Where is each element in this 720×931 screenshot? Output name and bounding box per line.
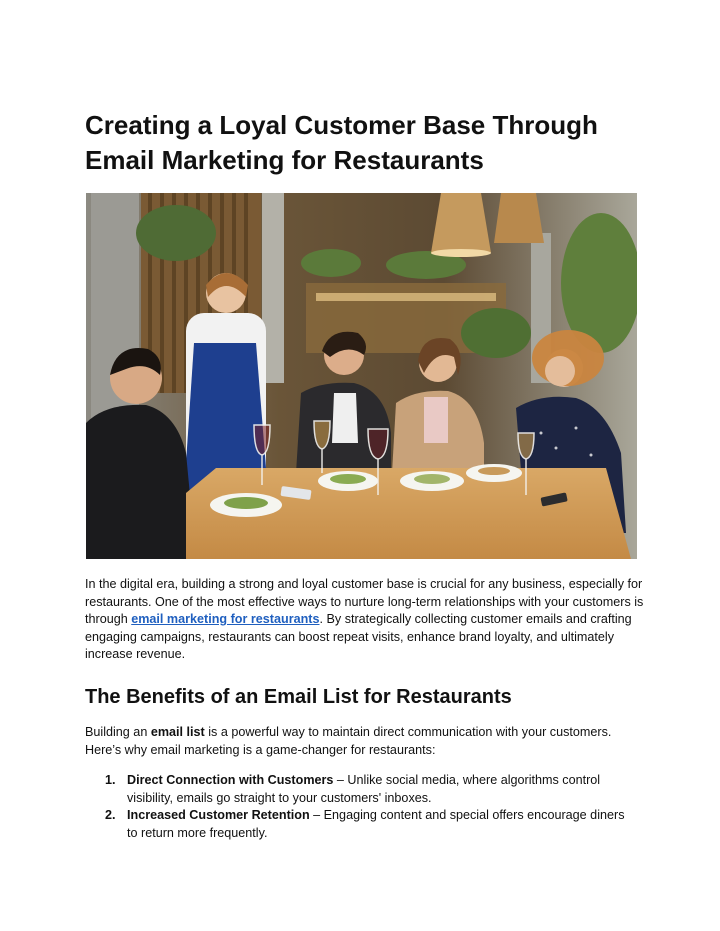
- intro-text-after-link: . By strategically collecting customer emails and crafting engaging campaigns, restaurants can boost repeat visits, enhance brand loyalty, and ultimately increase revenue.: [85, 612, 632, 661]
- benefits-list: [85, 772, 625, 842]
- list-item-number: 2.: [105, 808, 116, 822]
- section-intro-after-bold: is a powerful way to maintain direct communication with your customers. Here’s why email marketing is a game-changer for restaurants:: [85, 725, 612, 757]
- section-intro-paragraph: [85, 724, 645, 759]
- intro-paragraph: [85, 576, 645, 664]
- list-item-number: 1.: [105, 773, 116, 787]
- section-intro-bold: email list: [150, 725, 205, 739]
- list-item-text: – Unlike social media, where algorithms control visibility, emails go straight to your customers' inboxes.: [127, 773, 601, 805]
- section-heading: The Benefits of an Email List for Restaurants: [85, 686, 512, 708]
- intro-text-before-link: In the digital era, building a strong and loyal customer base is crucial for any business, especially for restaurants. One of the most effective ways to nurture long-term relationships with your customers is through: [85, 577, 644, 626]
- list-item: [85, 772, 625, 807]
- list-item-text: – Engaging content and special offers encourage diners to return more frequently.: [127, 808, 625, 840]
- restaurant-photo: [86, 193, 637, 559]
- list-item-title: Direct Connection with Customers: [127, 773, 334, 787]
- list-item-title: Increased Customer Retention: [127, 808, 310, 822]
- section-intro-before-bold: Building an: [85, 725, 151, 739]
- email-marketing-link[interactable]: email marketing for restaurants: [131, 612, 320, 626]
- list-item: [85, 807, 625, 842]
- page-title: Creating a Loyal Customer Base Through Email Marketing for Restaurants: [85, 110, 598, 175]
